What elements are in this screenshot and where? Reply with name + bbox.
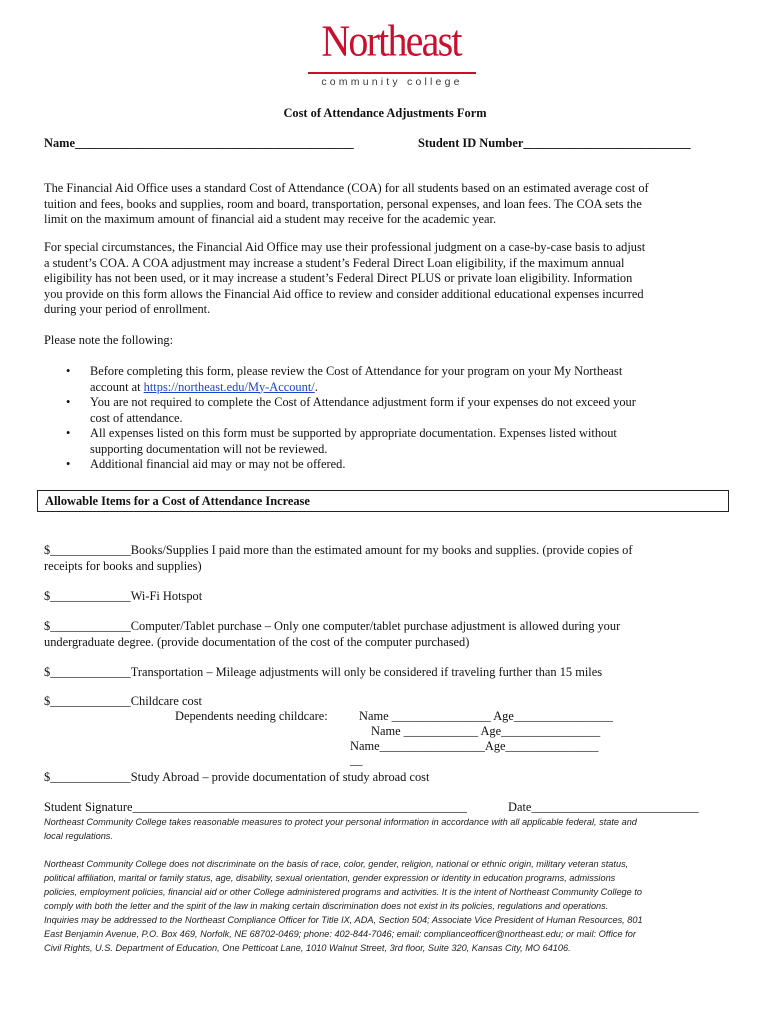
date-field[interactable]: Date___________________________ — [508, 800, 699, 814]
section-header-box — [37, 490, 729, 512]
footer-line: Inquiries may be addressed to the Northeast Compliance Officer for Title IX, ADA, Section 504; Associate Vice President of Human Resources, 801 — [44, 915, 643, 925]
dependent-row-3-continued: __ — [350, 753, 363, 767]
form-title: Cost of Attendance Adjustments Form — [283, 106, 487, 120]
intro-line: eligibility has not been used, or it may increase a student’s Federal Direct PLUS or private loan eligibility. Information — [44, 271, 633, 285]
intro-paragraph-2 — [44, 240, 734, 318]
dependent-row-2[interactable]: Name ____________ Age________________ — [371, 724, 601, 738]
footer-line: East Benjamin Avenue, P.O. Box 469, Norfolk, NE 68702-0469; phone: 402-844-7046; email: complianceofficer@northeast.edu; or mail: Office for — [44, 929, 636, 939]
bullet-text: Before completing this form, please review the Cost of Attendance for your program on your My Northeast — [90, 364, 623, 378]
intro-paragraph-1 — [44, 181, 734, 228]
books-line: receipts for books and supplies) — [44, 558, 202, 573]
books-line: $_____________Books/Supplies I paid more than the estimated amount for my books and supplies. (provide copies of — [44, 543, 633, 557]
intro-line: tuition and fees, books and supplies, room and board, transportation, personal expenses, and loan fees. The COA sets the — [44, 196, 642, 211]
bullet-icon: • — [66, 395, 71, 409]
books-item[interactable] — [44, 543, 632, 574]
computer-item[interactable] — [44, 619, 620, 650]
note-bullet-list — [44, 364, 734, 473]
footer-line: Civil Rights, U.S. Department of Education, One Petticoat Lane, 1010 Walnut Street, 3rd floor, Suite 320, Kansas City, MO 64106. — [44, 943, 571, 953]
footer-line: Northeast Community College takes reasonable measures to protect your personal information in accordance with all applicable federal, state and — [44, 817, 637, 827]
bullet-icon: • — [66, 426, 71, 440]
note-bullet — [44, 457, 734, 473]
logo-rule — [308, 72, 476, 74]
note-bullet — [44, 395, 734, 426]
footer-line: local regulations. — [44, 831, 113, 841]
my-account-link[interactable]: https://northeast.edu/My-Account/ — [143, 379, 315, 394]
college-logo — [306, 16, 476, 88]
dependents-label: Dependents needing childcare: — [175, 709, 328, 723]
privacy-notice — [44, 815, 744, 843]
section-header: Allowable Items for a Cost of Attendance Increase — [45, 494, 310, 508]
logo-wordmark: Northeast — [321, 15, 461, 66]
student-signature-field[interactable]: Student Signature______________________________________________________ — [44, 800, 467, 814]
intro-line: The Financial Aid Office uses a standard Cost of Attendance (COA) for all students based on an estimated average cost of — [44, 181, 649, 195]
footer-line: policies, employment policies, financial aid or other College administered programs and activities. It is the intent of Northeast Community College to — [44, 887, 642, 897]
note-bullet — [44, 426, 734, 457]
bullet-text: supporting documentation will not be reviewed. — [90, 441, 328, 456]
bullet-text: account at https://northeast.edu/My-Account/. — [90, 379, 318, 394]
transportation-item[interactable]: $_____________Transportation – Mileage adjustments will only be considered if traveling further than 15 miles — [44, 665, 603, 679]
bullet-text: All expenses listed on this form must be supported by appropriate documentation. Expenses listed without — [90, 426, 617, 440]
footer-line: comply with both the letter and the spirit of the law in making certain discrimination does not exist in its policies, regulations and operations. — [44, 901, 609, 911]
intro-line: a student’s COA. A COA adjustment may increase a student’s Federal Direct Loan eligibility, if the maximum annual — [44, 255, 625, 270]
childcare-item[interactable]: $_____________Childcare cost — [44, 694, 202, 708]
bullet-text: Additional financial aid may or may not be offered. — [90, 457, 346, 471]
bullet-text: cost of attendance. — [90, 410, 183, 425]
student-id-field[interactable]: Student ID Number___________________________ — [418, 136, 691, 150]
intro-line: limit on the maximum amount of financial aid a student may receive for the academic year. — [44, 212, 497, 226]
dependent-row-1[interactable]: Name ________________ Age________________ — [359, 709, 613, 723]
note-bullet — [44, 364, 734, 395]
logo-subtitle: community college — [321, 76, 463, 88]
wifi-item[interactable]: $_____________Wi-Fi Hotspot — [44, 589, 203, 603]
note-heading: Please note the following: — [44, 333, 174, 347]
intro-line: you provide on this form allows the Financial Aid office to review and consider additional educational expenses incurred — [44, 286, 644, 301]
computer-line: $_____________Computer/Tablet purchase – Only one computer/tablet purchase adjustment is allowed during your — [44, 619, 621, 633]
computer-line: undergraduate degree. (provide documentation of the cost of the computer purchased) — [44, 634, 470, 649]
bullet-icon: • — [66, 364, 71, 378]
nondiscrimination-notice — [44, 857, 744, 955]
footer-line: Northeast Community College does not discriminate on the basis of race, color, gender, religion, national or ethnic origin, military veteran status, — [44, 859, 629, 869]
intro-line: during your period of enrollment. — [44, 302, 211, 316]
intro-line: For special circumstances, the Financial Aid Office may use their professional judgment on a case-by-case basis to adjust — [44, 240, 646, 254]
name-field[interactable]: Name_____________________________________________ — [44, 136, 354, 150]
dependent-row-3[interactable]: Name_________________Age_______________ — [350, 739, 599, 753]
bullet-icon: • — [66, 457, 71, 471]
bullet-text: You are not required to complete the Cost of Attendance adjustment form if your expenses do not exceed your — [90, 395, 636, 409]
study-abroad-item[interactable]: $_____________Study Abroad – provide documentation of study abroad cost — [44, 770, 430, 784]
footer-line: political affiliation, marital or family status, age, disability, sexual orientation, gender expression or identity in education programs, admissions — [44, 873, 616, 883]
